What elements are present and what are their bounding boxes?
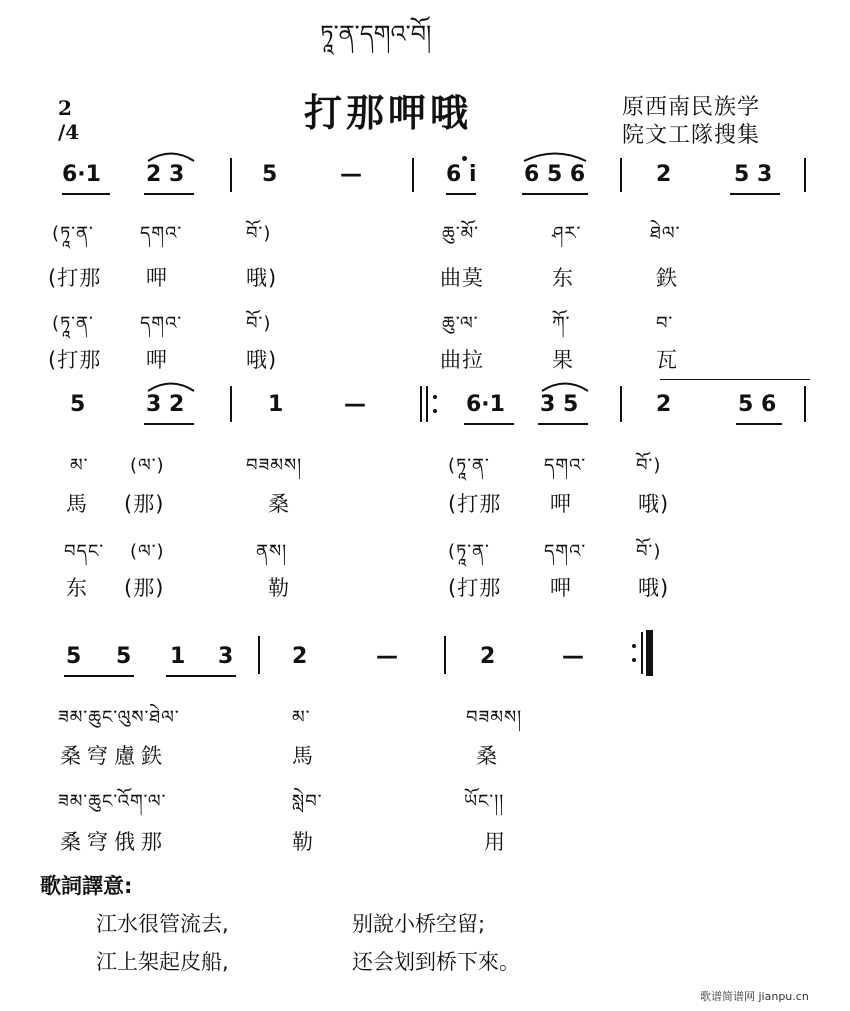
underline bbox=[464, 423, 514, 425]
lyric-tibetan: (ཏཱ་ན་ bbox=[52, 223, 94, 244]
lyric-tibetan: (ལ་) bbox=[130, 541, 165, 562]
note-group: 2 bbox=[656, 392, 672, 417]
watermark: 歌谱简谱网 jianpu.cn bbox=[700, 990, 809, 1003]
barline bbox=[620, 158, 622, 192]
lyric-tibetan: (ལ་) bbox=[130, 455, 165, 476]
note-group: 1 bbox=[268, 392, 284, 417]
lyric-tibetan: ཤར་ bbox=[552, 223, 582, 244]
note-group: 2 bbox=[480, 644, 496, 669]
lyric-chinese: 呷 bbox=[146, 348, 168, 372]
lyric-chinese: 桑穹俄那 bbox=[60, 830, 168, 854]
barline bbox=[804, 386, 806, 422]
underline bbox=[62, 193, 110, 195]
lyric-chinese: 桑 bbox=[268, 492, 290, 516]
underline bbox=[64, 675, 134, 677]
repeat-dot bbox=[632, 658, 636, 662]
lyric-tibetan: བཟམས། bbox=[466, 707, 523, 728]
note-group: 6 5 6 bbox=[524, 162, 586, 187]
lyric-chinese: 曲拉 bbox=[440, 348, 484, 372]
lyric-chinese: 曲莫 bbox=[440, 266, 484, 290]
slur bbox=[146, 378, 196, 392]
lyric-tibetan: (ཏཱ་ན་ bbox=[448, 455, 490, 476]
lyric-chinese: (打那 bbox=[448, 576, 502, 600]
lyric-tibetan: ཆུ་ལ་ bbox=[442, 313, 479, 334]
note-group: 5 3 bbox=[734, 162, 773, 187]
slur bbox=[540, 378, 590, 392]
lyric-chinese: 用 bbox=[484, 830, 506, 854]
note-group: 3 5 bbox=[540, 392, 579, 417]
time-signature-bottom: /4 bbox=[58, 120, 80, 144]
dash-hold: — bbox=[344, 392, 366, 417]
note-group: 5 6 bbox=[738, 392, 777, 417]
collector-credit-line1: 原西南民族学 bbox=[622, 95, 761, 120]
lyric-tibetan: ཡོང་།། bbox=[464, 791, 505, 812]
lyric-chinese: 馬 bbox=[66, 492, 88, 516]
lyric-tibetan: བོ་) bbox=[246, 313, 272, 334]
lyric-tibetan: ཀོ་ bbox=[552, 313, 571, 334]
lyric-chinese: (打那 bbox=[448, 492, 502, 516]
lyric-tibetan: མ་ bbox=[70, 455, 89, 476]
translation-heading: 歌詞譯意: bbox=[40, 874, 133, 898]
lyric-chinese: 桑穹慮鉄 bbox=[60, 744, 168, 768]
note-group: 5 bbox=[66, 644, 82, 669]
lyric-tibetan: དགའ་ bbox=[544, 541, 587, 562]
lyric-chinese: 哦) bbox=[638, 576, 670, 600]
dash-hold: — bbox=[562, 644, 584, 669]
underline bbox=[736, 423, 782, 425]
lyric-tibetan: སླེབ་ bbox=[292, 791, 323, 812]
note-group: 3 bbox=[218, 644, 234, 669]
lyric-tibetan: མ་ bbox=[292, 707, 311, 728]
slur bbox=[522, 148, 588, 162]
dash-hold: — bbox=[376, 644, 398, 669]
lyric-tibetan: བོ་) bbox=[246, 223, 272, 244]
lyric-tibetan: (ཏཱ་ན་ bbox=[448, 541, 490, 562]
note-group: 6·1 bbox=[466, 392, 505, 417]
barline bbox=[641, 632, 643, 674]
barline bbox=[230, 158, 232, 192]
barline bbox=[426, 386, 428, 422]
lyric-chinese: (打那 bbox=[48, 266, 102, 290]
lyric-tibetan: དགའ་ bbox=[140, 313, 183, 334]
lyric-tibetan: བོ་) bbox=[636, 455, 662, 476]
underline bbox=[522, 193, 588, 195]
lyric-tibetan: དགའ་ bbox=[544, 455, 587, 476]
lyric-tibetan: བོ་) bbox=[636, 541, 662, 562]
lyric-chinese: 呷 bbox=[550, 576, 572, 600]
lyric-chinese: 呷 bbox=[550, 492, 572, 516]
barline bbox=[620, 386, 622, 422]
note-group: 1 bbox=[170, 644, 186, 669]
lyric-tibetan: ཆུ་མོ་ bbox=[442, 223, 480, 244]
underline bbox=[166, 675, 236, 677]
translation-line: 别說小桥空留; bbox=[352, 912, 486, 936]
underline bbox=[144, 193, 194, 195]
lyric-chinese: 鉄 bbox=[656, 266, 678, 290]
lyric-chinese: 哦) bbox=[246, 348, 278, 372]
time-signature-top: 2 bbox=[58, 96, 72, 120]
tibetan-title: ཏཱ་ན་དགའ་བོ། bbox=[320, 20, 432, 48]
lyric-chinese: 哦) bbox=[638, 492, 670, 516]
lyric-tibetan: ཐེལ་ bbox=[650, 223, 681, 244]
lyric-chinese: (那) bbox=[124, 576, 165, 600]
separator-line bbox=[660, 379, 810, 380]
lyric-tibetan: ཟམ་ཆུང་འོག་ལ་ bbox=[58, 791, 167, 812]
octave-dot bbox=[462, 156, 467, 161]
underline bbox=[730, 193, 780, 195]
lyric-chinese: 东 bbox=[552, 266, 574, 290]
translation-line: 江水很管流去, bbox=[96, 912, 229, 936]
lyric-chinese: 果 bbox=[552, 348, 574, 372]
note-group: 6·1 bbox=[62, 162, 101, 187]
lyric-tibetan: བཟམས། bbox=[246, 455, 303, 476]
lyric-tibetan: དགའ་ bbox=[140, 223, 183, 244]
barline bbox=[444, 636, 446, 674]
lyric-chinese: 馬 bbox=[292, 744, 314, 768]
lyric-chinese: 桑 bbox=[476, 744, 498, 768]
translation-line: 江上架起皮船, bbox=[96, 950, 229, 974]
lyric-chinese: 瓦 bbox=[656, 348, 678, 372]
note-group: 2 bbox=[292, 644, 308, 669]
song-title: 打那呷哦 bbox=[304, 91, 473, 135]
lyric-tibetan: ནས། bbox=[256, 541, 288, 562]
lyric-chinese: 哦) bbox=[246, 266, 278, 290]
repeat-dot bbox=[433, 409, 437, 413]
slur bbox=[146, 148, 196, 162]
repeat-dot bbox=[632, 644, 636, 648]
barline bbox=[420, 386, 422, 422]
dash-hold: — bbox=[340, 162, 362, 187]
barline bbox=[258, 636, 260, 674]
note-group: 6 i bbox=[446, 162, 477, 187]
note-group: 5 bbox=[70, 392, 86, 417]
lyric-chinese: (打那 bbox=[48, 348, 102, 372]
repeat-dot bbox=[433, 395, 437, 399]
lyric-chinese: (那) bbox=[124, 492, 165, 516]
barline bbox=[230, 386, 232, 422]
lyric-tibetan: (ཏཱ་ན་ bbox=[52, 313, 94, 334]
lyric-tibetan: ཟམ་ཆུང་ལུས་ཐེལ་ bbox=[58, 707, 180, 728]
lyric-chinese: 东 bbox=[66, 576, 88, 600]
lyric-chinese: 勒 bbox=[268, 576, 290, 600]
lyric-chinese: 呷 bbox=[146, 266, 168, 290]
underline bbox=[538, 423, 588, 425]
note-group: 2 bbox=[656, 162, 672, 187]
barline bbox=[804, 158, 806, 192]
note-group: 3 2 bbox=[146, 392, 185, 417]
note-group: 5 bbox=[262, 162, 278, 187]
lyric-chinese: 勒 bbox=[292, 830, 314, 854]
collector-credit-line2: 院文工隊搜集 bbox=[622, 123, 761, 148]
barline bbox=[412, 158, 414, 192]
underline bbox=[446, 193, 476, 195]
final-barline bbox=[646, 630, 653, 676]
note-group: 5 bbox=[116, 644, 132, 669]
underline bbox=[144, 423, 194, 425]
lyric-tibetan: བ་ bbox=[656, 313, 674, 334]
note-group: 2 3 bbox=[146, 162, 185, 187]
translation-line: 还会划到桥下來。 bbox=[352, 950, 520, 974]
lyric-tibetan: བདང་ bbox=[64, 541, 105, 562]
